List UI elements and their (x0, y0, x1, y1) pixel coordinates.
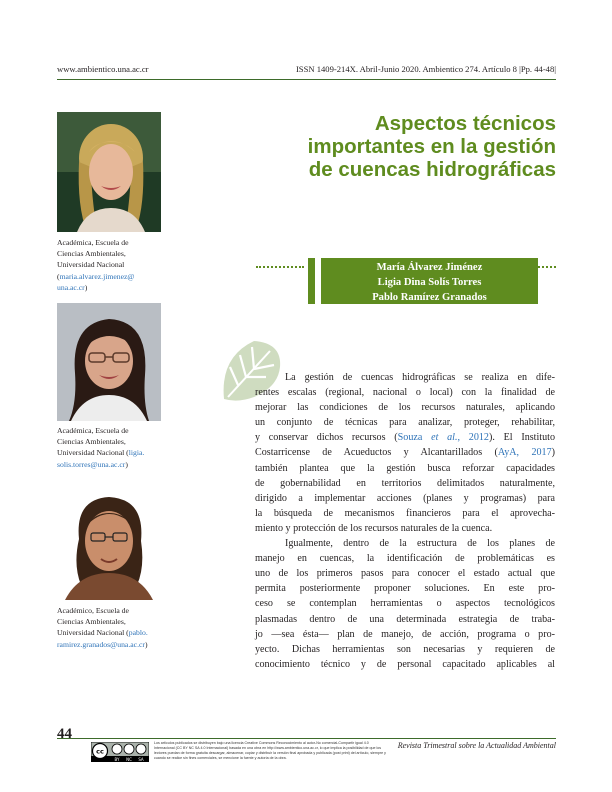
author-name: María Álvarez Jiménez (376, 262, 483, 273)
license-notice: Los artículos publicados se distribuyen bajo una licencia Creative Commons Reconocimiento al autor-No comercial-Compartir igual 4.0 Internacional (CC BY NC SA 4.0 Internacional) basada en una obra en http://www.ambientico.una.ac.cr, lo que implica la posibilidad de que los lectores puedan de forma gratuita descargar, almacenar, copiar y distribuir la versión final aprobada y publicada (post print) del artículo, siempre y cuando se realice sin fines comerciales, se mencione la fuente y autoría de la obra. (154, 741, 386, 760)
author-email-link[interactable]: una.ac.cr (57, 282, 85, 292)
cc-license-badge-icon[interactable] (91, 742, 149, 762)
author-name: Ligia Dina Solís Torres (377, 277, 482, 288)
author-caption-1: Académica, Escuela de Ciencias Ambientales, Universidad Nacional (maria.alvarez.jimenez@ una.ac.cr) (57, 238, 135, 292)
paragraph: Igualmente, dentro de la estructura de los planes de manejo en cuencas, la identificación de problemáticas es uno de los primeros pasos para conocer el estado actual que permita posteriormente proponer soluciones. En este pro- ceso se contemplan herramientas o aspectos tecnológicos plasmadas dentro de una determinada estrategia de traba- jo —sea ésta— plan de manejo, de acción, programa o pro- yecto. Dichas herramientas son necesarias y requieren de conocimiento técnico y de personal capacitado aplicables al (255, 538, 555, 670)
svg-text:SA: SA (138, 757, 144, 762)
journal-name: Revista Trimestral sobre la Actualidad Ambiental (397, 741, 556, 750)
author-banner (317, 258, 538, 304)
author-photo-2 (57, 303, 161, 421)
title-line: de cuencas hidrográficas (308, 158, 556, 181)
issn-line: ISSN 1409-214X. Abril-Junio 2020. Ambientico 274. Artículo 8 |Pp. 44-48| (295, 64, 556, 74)
author-banner-bar (308, 258, 315, 304)
svg-text:NC: NC (126, 757, 132, 762)
author-email-link[interactable]: ligia. (128, 448, 145, 458)
article-body (255, 370, 555, 672)
author-photo-3 (57, 489, 161, 600)
author-name: Pablo Ramírez Granados (372, 292, 487, 303)
author-email-link[interactable]: maria.alvarez.jimenez@ (59, 271, 135, 281)
page-number: 44 (57, 726, 72, 742)
dotted-rule-right (538, 266, 556, 271)
author-email-link[interactable]: ramirez.granados@una.ac.cr (57, 639, 145, 649)
article-title (256, 112, 556, 181)
svg-text:cc: cc (96, 747, 104, 756)
author-email-link[interactable]: pablo. (128, 628, 148, 638)
citation-link[interactable]: AyA, 2017 (497, 447, 552, 459)
author-caption-3: Académico, Escuela de Ciencias Ambientales, Universidad Nacional (pablo. ramirez.granados@una.ac.cr) (57, 606, 148, 649)
journal-url[interactable]: www.ambientico.una.ac.cr (57, 64, 149, 74)
author-caption-2: Académica, Escuela de Ciencias Ambientales, Universidad Nacional (ligia. solis.torres@una.ac.cr) (57, 426, 145, 469)
footer-rule (57, 738, 556, 739)
author-email-link[interactable]: solis.torres@una.ac.cr (57, 459, 126, 469)
paragraph: La gestión de cuencas hidrográficas se realiza en dife- rentes escalas (regional, nacional o local) con la finalidad de mejorar las condiciones de los recursos naturales, aplicando un conjunto de técnicas para analizar, proteger, rehabilitar, y conservar dichos recursos (Souza et al., 2012). El Instituto Costarricense de Acueductos y Alcantarillados (AyA, 2017) también plantea que la gestión busca reforzar capacidades de gobernabilidad en territorios delimitados naturalmente, dirigido a implementar acciones (planes y programas) para la búsqueda de mecanismos financieros para el aprovecha- miento y protección de los recursos naturales de la cuenca. (255, 372, 556, 534)
header-rule (57, 79, 556, 80)
dotted-rule-left (256, 266, 304, 271)
svg-text:BY: BY (114, 757, 120, 762)
title-line: Aspectos técnicos (374, 112, 556, 135)
author-photo-1 (57, 112, 161, 232)
title-line: importantes en la gestión (307, 135, 556, 158)
citation-link[interactable]: Souza et al., 2012 (397, 432, 489, 444)
